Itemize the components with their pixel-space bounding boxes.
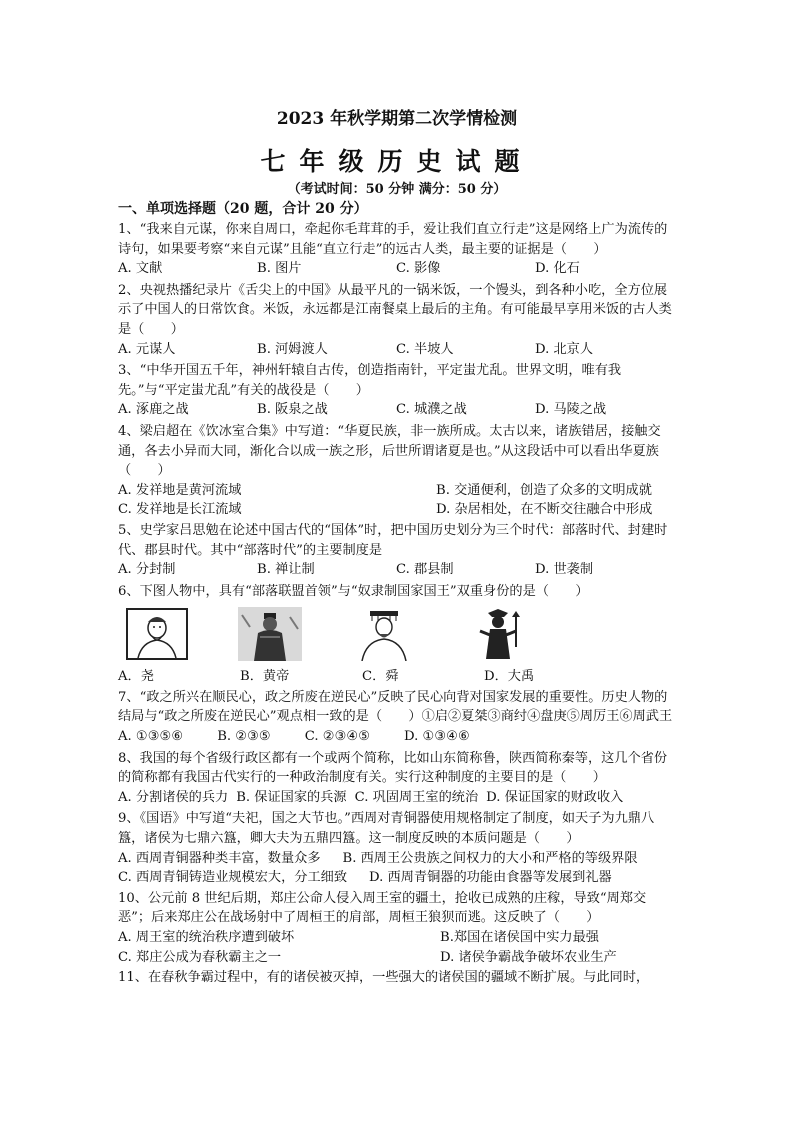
option-a[interactable]: A．尧 xyxy=(118,669,154,685)
question-2 xyxy=(118,281,674,359)
question-1 xyxy=(118,220,674,279)
option-b[interactable]: B. 西周王公贵族之间权力的大小和严格的等级界限 xyxy=(342,850,638,866)
question-6 xyxy=(118,582,674,687)
option-b[interactable]: B．黄帝 xyxy=(240,669,290,685)
option-a[interactable]: A. 涿鹿之战 xyxy=(118,402,189,418)
question-text: 7、“政之所兴在顺民心，政之所废在逆民心”反映了民心向背对国家发展的重要性。历史人物的结局与“政之所废在逆民心”观点相一致的是（ ）①启②夏桀③商纣④盘庚⑤周厉王⑥周武王 xyxy=(118,689,673,725)
question-8 xyxy=(118,749,674,808)
option-c[interactable]: C. 城濮之战 xyxy=(396,402,467,418)
question-3 xyxy=(118,361,674,420)
options xyxy=(118,667,674,687)
option-d[interactable]: D. 保证国家的财政收入 xyxy=(486,789,624,805)
options xyxy=(118,928,674,967)
option-a[interactable]: A. 文献 xyxy=(118,261,163,277)
option-a[interactable]: A. 周王室的统治秩序遭到破坏 xyxy=(118,930,295,945)
question-text: 8、我国的每个省级行政区都有一个或两个简称，比如山东简称鲁，陕西简称秦等，这几个省份的简称都有我国古代实行的一种政治制度有关。实行这种制度的主要目的是（ ） xyxy=(118,750,668,786)
question-text: 10、公元前 8 世纪后期，郑庄公命人侵入周王室的疆土，抢收已成熟的庄稼，导致“周郑交恶”；后来郑庄公在战场射中了周桓王的肩部，周桓王狼狈而逃。这反映了（ ） xyxy=(118,890,647,926)
option-b[interactable]: B.郑国在诸侯国中实力最强 xyxy=(440,930,599,945)
question-list xyxy=(118,220,674,989)
options xyxy=(118,400,674,420)
question-text: 5、史学家吕思勉在论述中国古代的“国体”时，把中国历史划分为三个时代：部落时代、封建时代、郡县时代。其中“部落时代”的主要制度是 xyxy=(118,522,668,558)
question-10 xyxy=(118,889,674,967)
question-9 xyxy=(118,809,674,887)
option-b[interactable]: B. 阪泉之战 xyxy=(257,402,328,418)
question-11 xyxy=(118,968,674,988)
option-a[interactable]: A. 分封制 xyxy=(118,562,176,578)
options xyxy=(118,849,674,888)
question-text: 9、《国语》中写道“夫祀，国之大节也。”西周对青铜器使用规格制定了制度，如天子为九鼎八簋，诸侯为七鼎六簋，卿大夫为五鼎四簋。这一制度反映的本质问题是（ ） xyxy=(118,811,655,847)
option-d[interactable]: D. 世袭制 xyxy=(535,562,594,578)
portrait-yao-icon xyxy=(126,608,188,660)
option-d[interactable]: D. 化石 xyxy=(535,261,580,277)
option-a[interactable]: A. 分割诸侯的兵力 xyxy=(118,789,229,805)
exam-info: （考试时间：50 分钟 满分：50 分） xyxy=(287,182,507,197)
question-text: 2、央视热播纪录片《舌尖上的中国》从最平凡的一锅米饭，一个馒头，到各种小吃，全方位展示了中国人的日常饮食。米饭，永远都是江南餐桌上最后的主角。有可能最早享用米饭的古人类是（ ） xyxy=(118,282,672,337)
option-b[interactable]: B. 河姆渡人 xyxy=(257,341,328,357)
options xyxy=(118,560,674,580)
question-text: 11、在春秋争霸过程中，有的诸侯被灭掉，一些强大的诸侯国的疆域不断扩展。与此同时， xyxy=(118,970,650,986)
option-a[interactable]: A. ①③⑤⑥ xyxy=(118,729,184,745)
option-d[interactable]: D．大禹 xyxy=(484,669,535,685)
option-c[interactable]: C. 发祥地是长江流域 xyxy=(118,502,242,518)
question-7 xyxy=(118,688,674,747)
question-4 xyxy=(118,422,674,520)
option-b[interactable]: B. 保证国家的兵源 xyxy=(236,789,347,805)
options xyxy=(118,788,674,808)
portrait-row xyxy=(126,607,674,661)
option-c[interactable]: C. 半坡人 xyxy=(396,341,454,357)
option-d[interactable]: D. 诸侯争霸战争破坏农业生产 xyxy=(440,949,617,965)
option-a[interactable]: A. 西周青铜器种类丰富，数量众多 xyxy=(118,850,321,866)
option-d[interactable]: D. 西周青铜器的功能由食器等发展到礼器 xyxy=(369,870,612,886)
question-5 xyxy=(118,521,674,580)
options xyxy=(118,481,674,520)
option-d[interactable]: D. ①③④⑥ xyxy=(404,729,470,745)
option-c[interactable]: C. 影像 xyxy=(396,261,441,277)
portrait-shun-icon xyxy=(352,607,416,661)
option-c[interactable]: C. 郡县制 xyxy=(396,562,454,578)
option-c[interactable]: C. 巩固周王室的统治 xyxy=(354,789,479,805)
option-c[interactable]: C. 郑庄公成为春秋霸主之一 xyxy=(118,949,282,965)
option-b[interactable]: B. 交通便利，创造了众多的文明成就 xyxy=(436,482,652,498)
section-heading: 一、单项选择题（20 题，合计 20 分） xyxy=(118,201,368,217)
question-text: 6、下图人物中，具有“部落联盟首领”与“奴隶制国家国王”双重身份的是（ ） xyxy=(118,583,589,599)
question-text: 4、梁启超在《饮冰室合集》中写道：“华夏民族，非一族所成。太古以来，诸族错居，接触交通，各去小异而大同，渐化合以成一族之形，后世所谓诸夏是也。”从这段话中可以看出华夏族（ ） xyxy=(118,423,661,479)
exam-title: 2023 年秋学期第二次学情检测 xyxy=(276,109,518,129)
options xyxy=(118,259,674,279)
option-c[interactable]: C. ②③④⑤ xyxy=(304,729,371,745)
options xyxy=(118,727,674,747)
question-text: 3、“中华开国五千年，神州轩辕自古传，创造指南针，平定蚩尤乱。世界文明，唯有我先。”与“平定蚩尤乱”有关的战役是（ ） xyxy=(118,363,622,398)
option-c[interactable]: C. 西周青铜铸造业规模宏大，分工细致 xyxy=(118,870,348,886)
option-d[interactable]: D. 北京人 xyxy=(535,341,594,357)
option-b[interactable]: B. 禅让制 xyxy=(257,562,315,578)
portrait-huangdi-icon xyxy=(238,607,302,661)
option-c[interactable]: C．舜 xyxy=(362,669,399,685)
question-text: 1、“我来自元谋，你来自周口，牵起你毛茸茸的手，爱让我们直立行走”这是网络上广为流传的诗句，如果要考察“来自元谋”且能“直立行走”的远古人类，最主要的证据是（ ） xyxy=(118,222,668,257)
option-a[interactable]: A. 发祥地是黄河流域 xyxy=(118,482,242,498)
option-b[interactable]: B. ②③⑤ xyxy=(217,729,271,745)
option-b[interactable]: B. 图片 xyxy=(257,261,302,277)
subject-title: 七年级历史试题 xyxy=(260,147,534,176)
option-a[interactable]: A. 元谋人 xyxy=(118,341,176,357)
option-d[interactable]: D. 杂居相处，在不断交往融合中形成 xyxy=(436,502,653,518)
option-d[interactable]: D. 马陵之战 xyxy=(535,402,607,418)
options xyxy=(118,340,674,360)
portrait-dayu-icon xyxy=(466,607,530,661)
